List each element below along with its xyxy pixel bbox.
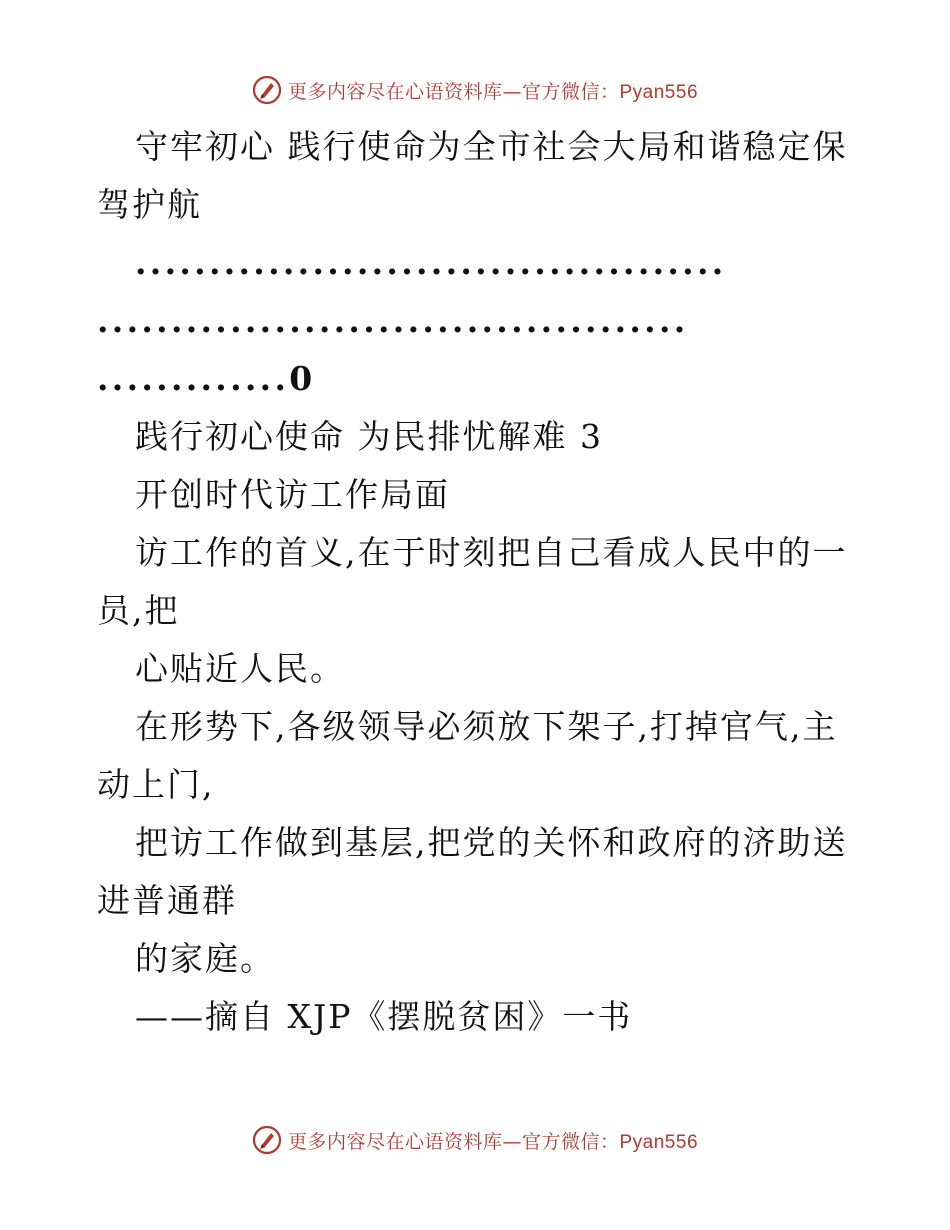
paragraph-3-line-2: 进普通群 xyxy=(97,881,237,920)
section-title: 践行初心使命 为民排忧解难 3 xyxy=(135,417,603,456)
toc-leader-dots-2: ........................................ xyxy=(97,301,689,340)
document-body xyxy=(97,118,848,1046)
header-watermark-banner xyxy=(0,72,950,108)
pen-nib-logo-icon xyxy=(252,1125,282,1155)
paragraph-3-line-3: 的家庭。 xyxy=(135,939,275,978)
toc-title-line-1: 守牢初心 践行使命为全市社会大局和谐稳定保 xyxy=(135,127,848,166)
pen-nib-logo-icon xyxy=(252,75,282,105)
toc-title-line-2: 驾护航 xyxy=(97,185,202,224)
wechat-id: Pyan556 xyxy=(619,81,699,103)
paragraph-2-line-1: 在形势下,各级领导必须放下架子,打掉官气,主 xyxy=(135,707,838,746)
paragraph-1-line-2: 员,把 xyxy=(97,591,180,630)
toc-leader-dots-3-page-number: .............0 xyxy=(97,359,316,398)
wechat-id: Pyan556 xyxy=(619,1131,699,1153)
section-subtitle: 开创时代访工作局面 xyxy=(135,475,450,514)
paragraph-3-line-1: 把访工作做到基层,把党的关怀和政府的济助送 xyxy=(135,823,848,862)
citation: ——摘自 XJP《摆脱贫困》一书 xyxy=(135,997,633,1036)
watermark-text: 更多内容尽在心语资料库—官方微信：Pyan556 xyxy=(287,1130,699,1153)
paragraph-1-line-1: 访工作的首义,在于时刻把自己看成人民中的一 xyxy=(135,533,848,572)
paragraph-1-line-3: 心贴近人民。 xyxy=(135,649,345,688)
toc-leader-dots-1: ........................................ xyxy=(135,243,727,282)
footer-watermark-banner xyxy=(0,1122,950,1158)
paragraph-2-line-2: 动上门, xyxy=(97,765,215,804)
watermark-text: 更多内容尽在心语资料库—官方微信：Pyan556 xyxy=(287,80,699,103)
